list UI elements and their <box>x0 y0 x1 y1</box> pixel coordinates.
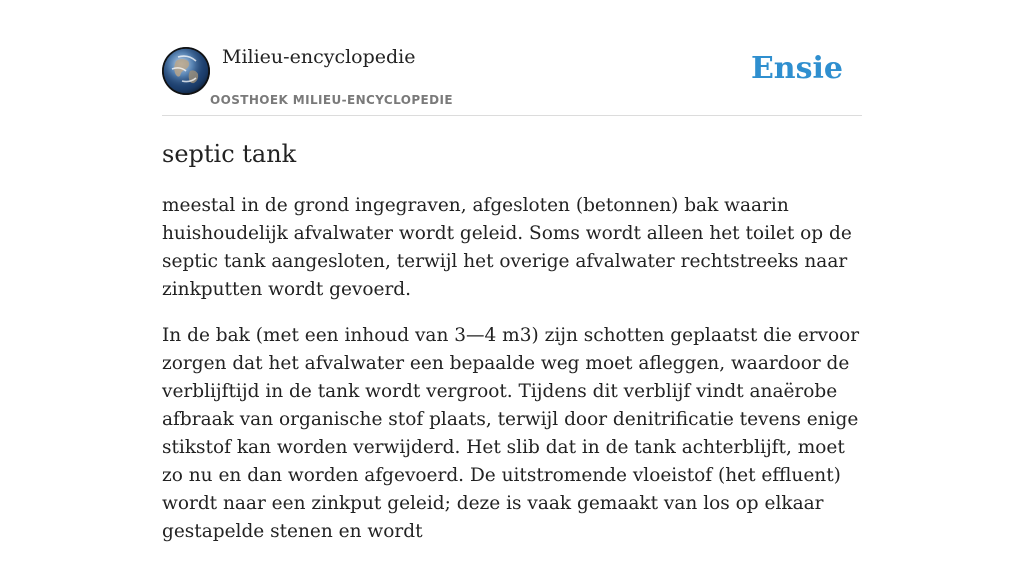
article-body <box>162 192 862 564</box>
article-title: septic tank <box>162 140 297 168</box>
site-subtitle: OOSTHOEK MILIEU-ENCYCLOPEDIE <box>210 93 453 107</box>
article-paragraph: meestal in de grond ingegraven, afgesloten (betonnen) bak waarin huishoudelijk afvalwater wordt geleid. Soms wordt alleen het toilet op de septic tank aangesloten, terwijl het overige afvalwater rechtstreeks naar zinkputten wordt gevoerd. <box>162 195 852 300</box>
article-paragraph: In de bak (met een inhoud van 3—4 m3) zijn schotten geplaatst die ervoor zorgen dat het afvalwater een bepaalde weg moet afleggen, waardoor de verblijftijd in de tank wordt vergroot. Tijdens dit verblijf vindt anaërobe afbraak van organische stof plaats, terwijl door denitrificatie tevens enige stikstof kan worden verwijderd. Het slib dat in de tank achterblijft, moet zo nu en dan worden afgevoerd. De uitstromende vloeistof (het effluent) wordt naar een zinkput geleid; deze is vaak gemaakt van los op elkaar gestapelde stenen en wordt <box>162 325 860 542</box>
site-header <box>162 0 862 116</box>
page <box>162 0 862 542</box>
ensie-logo-link[interactable]: Ensie <box>750 51 843 86</box>
earth-globe-icon[interactable] <box>162 47 210 95</box>
site-name[interactable]: Milieu-encyclopedie <box>222 46 416 68</box>
